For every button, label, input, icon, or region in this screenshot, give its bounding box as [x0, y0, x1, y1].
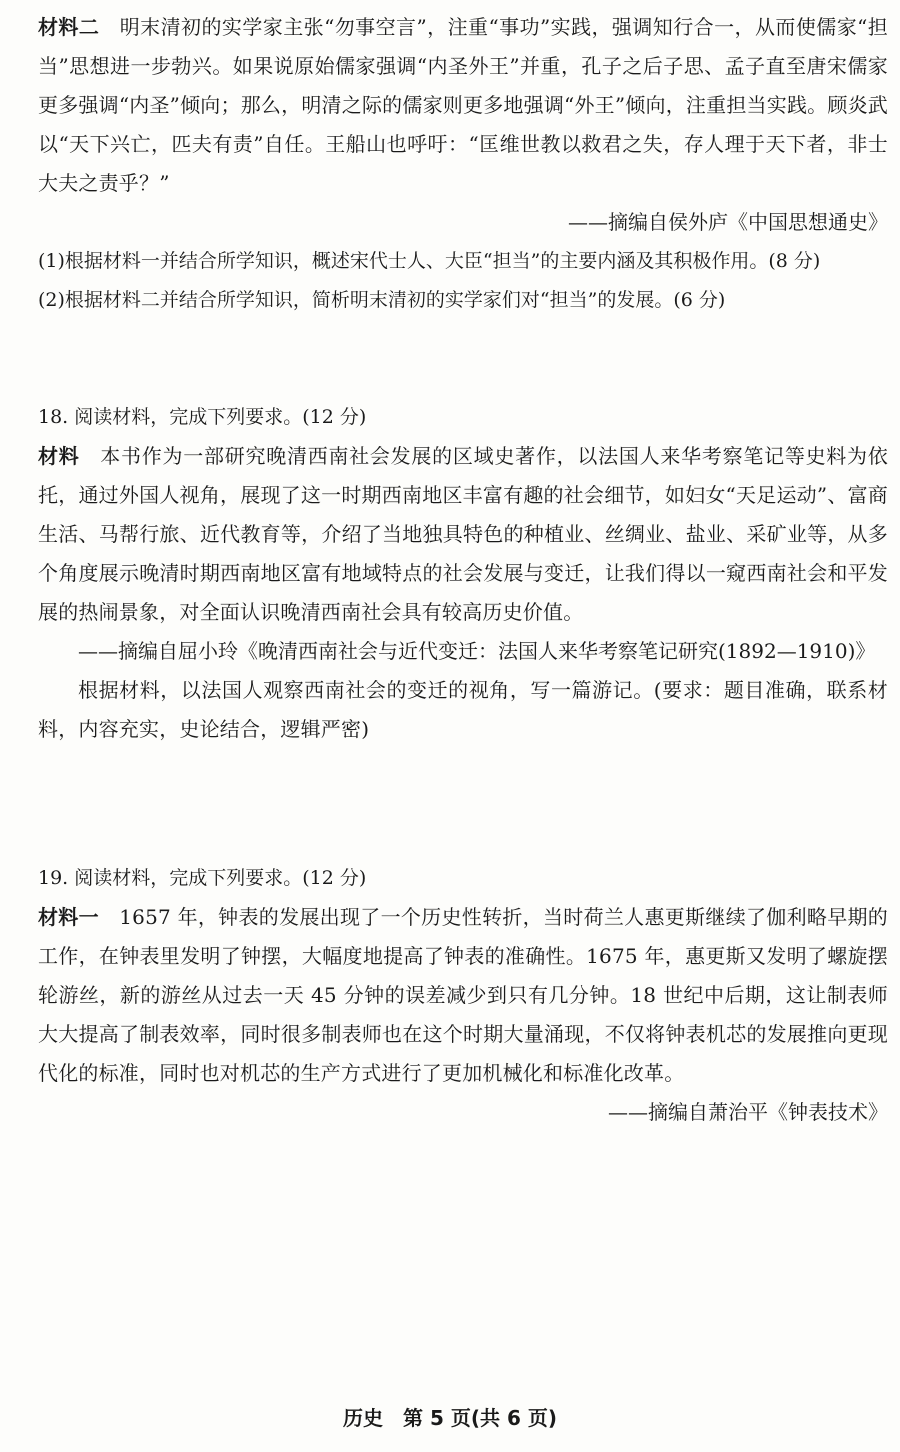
q18-material-label: 材料 — [38, 444, 80, 468]
q18-material-source: ——摘编自屈小玲《晚清西南社会与近代变迁：法国人来华考察笔记研究(1892—1910)》 — [78, 639, 876, 663]
q19-material1-source: ——摘编自萧治平《钟表技术》 — [608, 1100, 888, 1124]
q19-material1-label: 材料一 — [38, 905, 99, 929]
q18-material-text: 本书作为一部研究晚清西南社会发展的区域史著作，以法国人来华考察笔记等史料为依托，通过外国人视角，展现了这一时期西南地区丰富有趣的社会细节，如妇女“天足运动”、富商生活、马帮行旅、近代教育等，介绍了当地独具特色的种植业、丝绸业、盐业、采矿业等，从多个角度展示晚清时期西南地区富有地域特点的社会发展与变迁，让我们得以一窥西南社会和平发展的热闹景象，对全面认识晚清西南社会具有较高历史价值。 — [38, 444, 888, 624]
q18-task: 根据材料，以法国人观察西南社会的变迁的视角，写一篇游记。(要求：题目准确，联系材料，内容充实，史论结合，逻辑严密) — [38, 678, 888, 741]
q17-material2-source: ——摘编自侯外庐《中国思想通史》 — [568, 210, 888, 234]
q17-material2-text: 明末清初的实学家主张“勿事空言”，注重“事功”实践，强调知行合一，从而使儒家“担当”思想进一步勃兴。如果说原始儒家强调“内圣外王”并重，孔子之后子思、孟子直至唐宋儒家更多强调“内圣”倾向；那么，明清之际的儒家则更多地强调“外王”倾向，注重担当实践。顾炎武以“天下兴亡，匹夫有责”自任。王船山也呼吁：“匡维世教以救君之失，存人理于天下者，非士大夫之责乎？” — [38, 15, 888, 195]
exam-page — [38, 8, 888, 1132]
q19-heading: 19. 阅读材料，完成下列要求。(12 分) — [38, 867, 367, 889]
q18-material — [38, 437, 888, 632]
q19-material1-text: 1657 年，钟表的发展出现了一个历史性转折，当时荷兰人惠更斯继续了伽利略早期的工作，在钟表里发明了钟摆，大幅度地提高了钟表的准确性。1675 年，惠更斯又发明了螺旋摆轮游丝，新的游丝从过去一天 45 分钟的误差减少到只有几分钟。18 世纪中后期，这让制表师大大提高了制表效率，同时很多制表师也在这个时期大量涌现，不仅将钟表机芯的发展推向更现代化的标准，同时也对机芯的生产方式进行了更加机械化和标准化改革。 — [38, 905, 888, 1085]
answer-space — [38, 749, 888, 859]
q19-material1 — [38, 898, 888, 1093]
q17-material2 — [38, 8, 888, 203]
answer-space — [38, 320, 888, 398]
page-footer: 历史 第 5 页(共 6 页) — [343, 1406, 557, 1430]
q17-question2: (2)根据材料二并结合所学知识，简析明末清初的实学家们对“担当”的发展。(6 分) — [38, 289, 726, 311]
q17-question1: (1)根据材料一并结合所学知识，概述宋代士人、大臣“担当”的主要内涵及其积极作用。(8 分) — [38, 250, 821, 272]
q17-material2-label: 材料二 — [38, 15, 100, 39]
q18-heading: 18. 阅读材料，完成下列要求。(12 分) — [38, 406, 367, 428]
